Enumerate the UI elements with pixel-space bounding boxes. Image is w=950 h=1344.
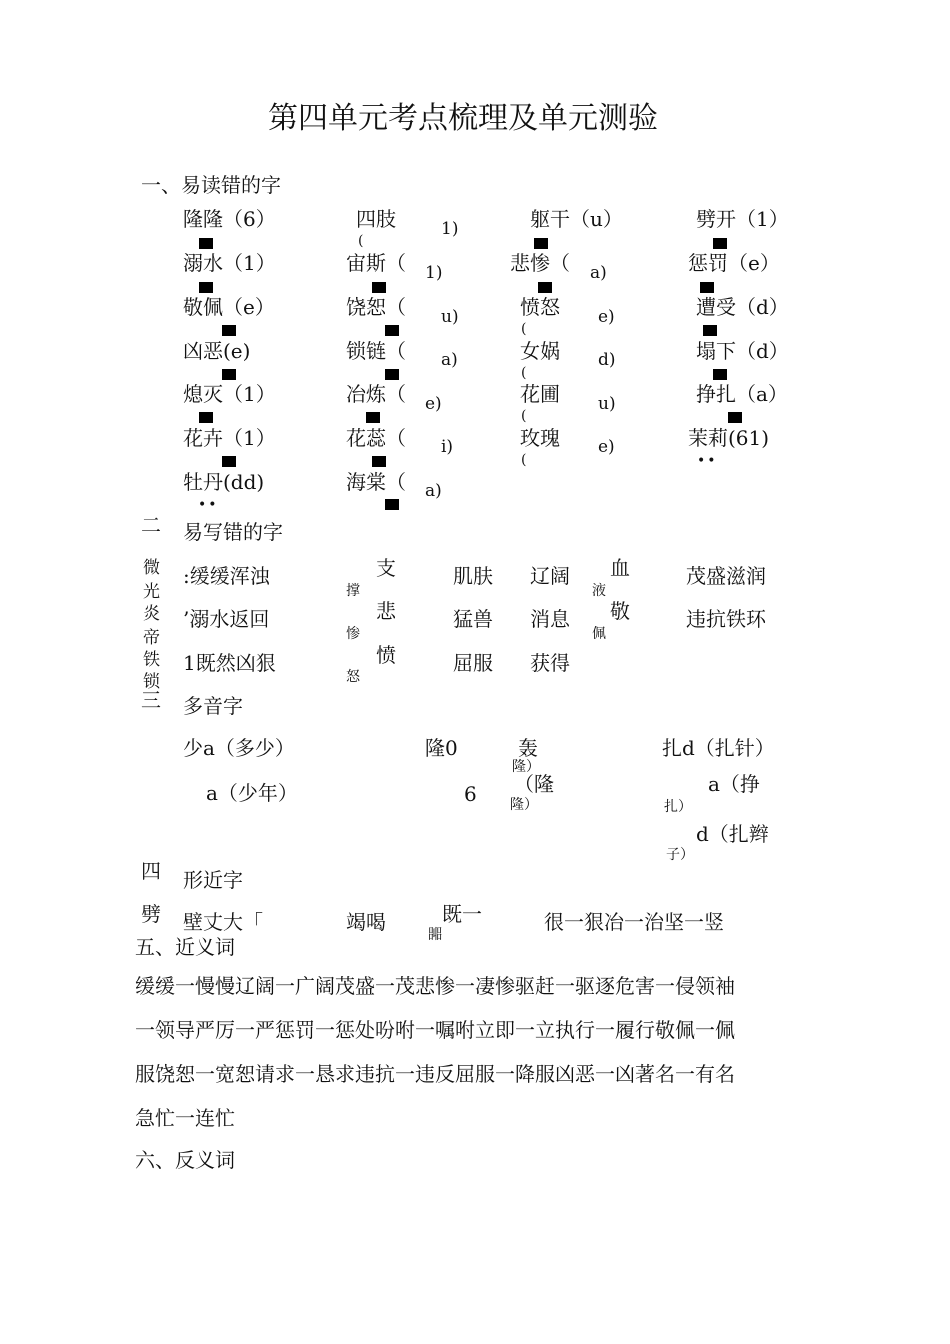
word-col4-4: 塌下（d） [696,339,789,363]
poly-b2: 6 [464,782,477,806]
similar-3: 既一 [442,902,482,926]
word-col2-4: 锁链（ [346,339,406,363]
paren: ( [521,365,527,381]
s2-r3-c1: 1既然凶狠 [183,651,276,675]
s2-r2-c5: 敬 [610,599,630,623]
pinyin-col2-5: e) [425,394,442,414]
emphasis-dots: •• [697,453,718,469]
poly-c5: 子） [666,847,694,863]
s2-r1-c4: 辽阔 [530,564,570,588]
poly-c1: 扎d（扎针） [662,736,775,760]
s2-r2-c5s: 佩 [592,626,606,642]
paren: ( [358,233,364,249]
word-col1-2: 溺水（1） [183,251,276,275]
word-col1-6: 花卉（1） [183,426,276,450]
paren: ( [521,452,527,468]
pinyin-col3-2: e) [598,307,615,327]
marker-square [385,369,399,380]
word-col2-3: 饶恕（ [346,295,406,319]
marker-square [385,325,399,336]
side-char: 炎 [143,604,160,624]
s2-r3-c4: 获得 [530,651,570,675]
word-col3-4: 女娲 [520,339,560,363]
word-col3-6: 玫瑰 [520,426,560,450]
synonym-line-2: 一领导严厉一严惩罚一惩处吩咐一嘱咐立即一立执行一履行敬佩一佩 [135,1018,735,1042]
section-4-heading: 形近字 [183,868,243,892]
word-col3-1: 躯干（u） [530,207,623,231]
emphasis-dots: •• [198,497,219,513]
s2-r1-c5: 血 [610,556,630,580]
marker-square [222,369,236,380]
poly-b3: 轰 [518,736,538,760]
marker-square [222,456,236,467]
poly-b5: （隆 [514,772,554,796]
word-col3-5: 花圃 [520,382,560,406]
similar-2: 竭喝 [346,910,386,934]
word-col4-1: 劈开（1） [696,207,789,231]
s2-r2-c3: 猛兽 [453,607,493,631]
section-5-heading: 五、近义词 [135,935,235,959]
marker-square [534,238,548,249]
s2-r1-c3: 肌肤 [453,564,493,588]
marker-square [713,369,727,380]
side-char: 劈 [141,902,161,926]
word-col3-2: 悲惨（ [510,251,570,275]
synonym-line-1: 缓缓一慢慢辽阔一广阔茂盛一茂悲惨一凄惨驱赶一驱逐危害一侵领袖 [135,974,735,998]
s2-r2-c4: 消息 [530,607,570,631]
marker-square [703,325,717,336]
marker-square [372,282,386,293]
pinyin-col2-6: i) [441,437,454,457]
s2-r1-c1: :缓缓浑浊 [183,564,270,588]
paren: ( [521,408,527,424]
pinyin-col3-5: e) [598,437,615,457]
section-3-number: 三 [141,688,161,712]
s2-r3-c3: 屈服 [453,651,493,675]
side-char: 光 [143,582,160,602]
s2-r2-c6: 违抗铁环 [686,607,766,631]
marker-square [700,282,714,293]
s2-r2-c1: ’溺水返回 [183,607,270,631]
similar-3s: 嘂 [428,927,442,943]
synonym-line-3: 服饶恕一宽恕请求一恳求违抗一违反屈服一降服凶恶一凶著名一有名 [135,1062,735,1086]
s2-r1-c5s: 液 [592,583,606,599]
section-2-number: 二 [141,513,161,537]
marker-square [538,282,552,293]
poly-b6: 隆） [510,797,538,813]
word-col4-3: 遭受（d） [696,295,789,319]
word-col1-7: 牡丹(dd) [183,470,265,494]
word-col2-6: 花蕊（ [346,426,406,450]
pinyin-col2-2: 1) [425,263,443,283]
poly-a2: a（少年） [206,781,298,805]
s2-r1-c2s: 撑 [346,583,360,599]
pinyin-col3-1: a) [590,263,607,283]
word-col4-6: 茉莉(61) [688,426,770,450]
section-4-number: 四 [141,859,161,883]
poly-c4: d（扎辫 [696,822,769,846]
s2-r1-c6: 茂盛滋润 [686,564,766,588]
side-char: 微 [143,558,160,578]
word-col1-1: 隆隆（6） [183,207,276,231]
word-col2-7: 海棠（ [346,470,406,494]
section-3-heading: 多音字 [183,694,243,718]
poly-c3: 扎） [664,799,692,815]
word-col4-2: 惩罚（e） [688,251,780,275]
marker-square [713,238,727,249]
pinyin-col3-4: u) [598,394,616,414]
paren: ( [521,321,527,337]
word-col4-5: 挣扎（a） [696,382,788,406]
word-col2-5: 冶炼（ [346,382,406,406]
page-title: 第四单元考点梳理及单元测验 [268,101,658,136]
marker-square [199,282,213,293]
poly-a1: 少a（多少） [183,736,295,760]
pinyin-col3-3: d) [598,350,616,370]
section-6-heading: 六、反义词 [135,1148,235,1172]
word-col2-2: 宙斯（ [346,251,406,275]
side-char: 帝 [143,628,160,648]
word-col1-5: 熄灭（1） [183,382,276,406]
s2-r2-c2: 悲 [376,599,396,623]
word-col2-1: 四肢 [356,207,396,231]
poly-b1: 隆0 [425,736,458,760]
marker-square [728,412,742,423]
section-1-heading: 一、易读错的字 [141,173,281,197]
side-char: 锁 [143,672,160,692]
poly-b4: 隆） [512,759,540,775]
side-char: 铁 [143,650,160,670]
marker-square [366,412,380,423]
s2-r3-c2s: 怒 [346,669,360,685]
pinyin-col2-3: u) [441,307,459,327]
section-2-heading: 易写错的字 [183,520,283,544]
marker-square [372,456,386,467]
word-col1-3: 敬佩（e） [183,295,275,319]
marker-square [385,499,399,510]
s2-r3-c2: 愤 [376,643,396,667]
s2-r2-c2s: 惨 [346,626,360,642]
pinyin-col2-7: a) [425,481,442,501]
s2-r1-c2: 支 [376,556,396,580]
similar-4: 很一狠冶一治坚一竖 [544,910,724,934]
pinyin-col2-1: 1) [441,219,459,239]
poly-c2: a（挣 [708,772,760,796]
marker-square [199,238,213,249]
marker-square [222,325,236,336]
similar-1: 壁丈大「 [183,910,263,934]
word-col3-3: 愤怒 [520,295,560,319]
word-col1-4: 凶恶(e) [183,339,251,363]
marker-square [199,412,213,423]
pinyin-col2-4: a) [441,350,458,370]
synonym-line-4: 急忙一连忙 [135,1106,235,1130]
